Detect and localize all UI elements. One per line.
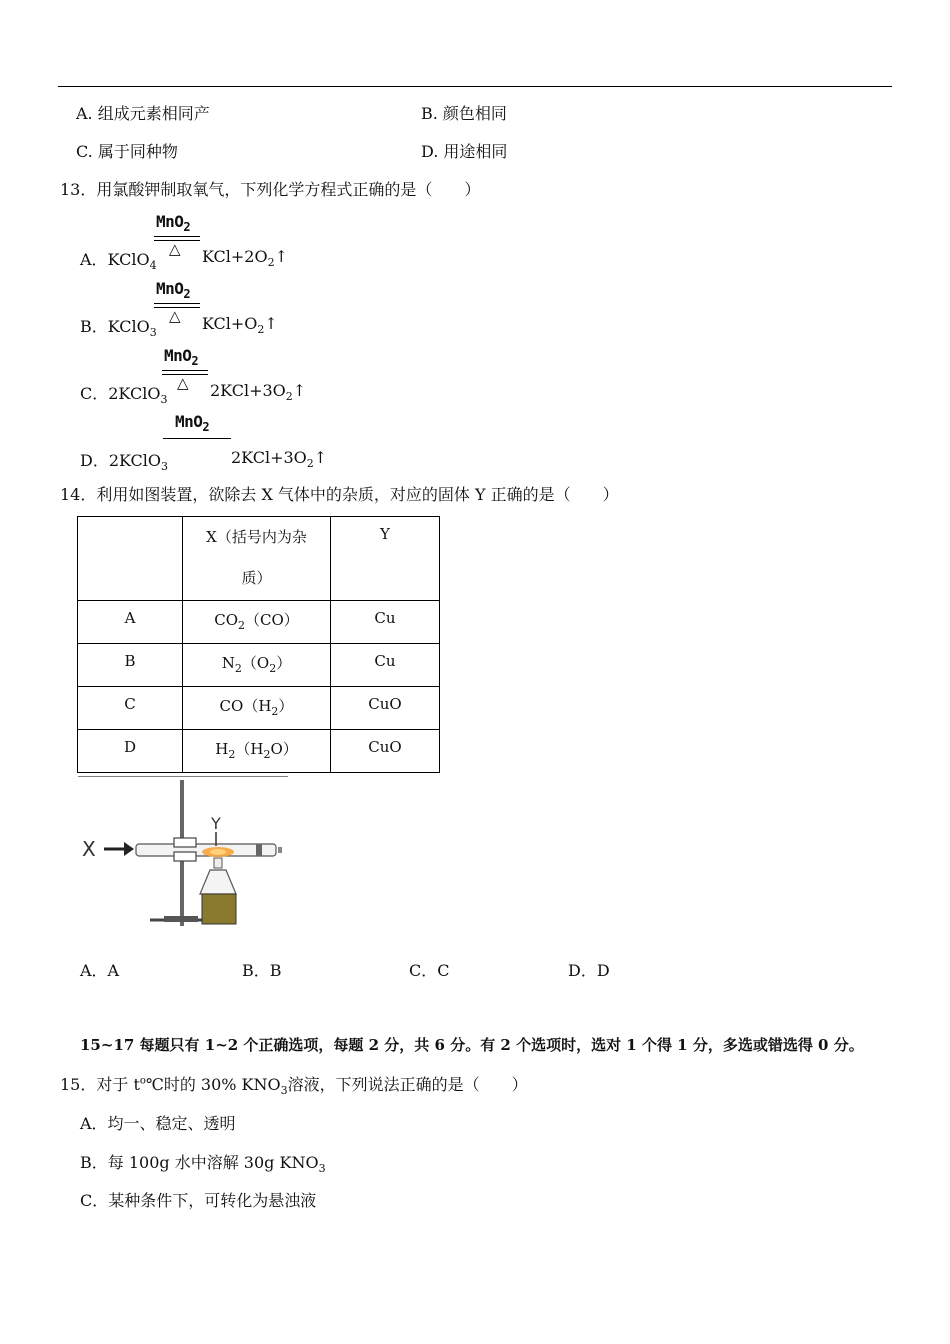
header-rule (58, 86, 892, 87)
row-solid: CuO (331, 730, 440, 773)
q13-option-d: D．2KClO$_3$ (80, 451, 169, 474)
q12-option-d: D. 用途相同 (421, 142, 508, 161)
table-header-row (78, 517, 440, 601)
heat-icon: △ (169, 240, 181, 258)
q13-option-d-product: $2KCl+3O_2↑$ (231, 448, 328, 471)
q14-stem: 14．利用如图装置，欲除去 X 气体中的杂质，对应的固体 Y 正确的是（ ） (60, 485, 619, 504)
q14-option-b: B．B (242, 961, 282, 980)
row-label: C (78, 687, 183, 730)
row-solid: Cu (331, 601, 440, 644)
q14-option-d: D．D (568, 961, 610, 980)
q13-option-b: B．KClO$_3$ (80, 317, 157, 340)
header-cell-empty (78, 517, 183, 601)
section-instructions: 15~17 每题只有 1~2 个正确选项，每题 2 分，共 6 分。有 2 个选项时，选对 1 个得 1 分，多选或错选得 0 分。 (80, 1036, 864, 1054)
q14-table (77, 516, 440, 773)
q13-option-c: C．2KClO$_3$ (80, 384, 168, 407)
q14-option-c: C．C (409, 961, 450, 980)
q15-option-a: A．均一、稳定、透明 (80, 1114, 236, 1133)
q13-option-b-product: $KCl+O_2↑$ (202, 314, 278, 337)
heat-icon: △ (177, 374, 189, 392)
row-label: B (78, 644, 183, 687)
row-label: A (78, 601, 183, 644)
y-solid-label: Y (211, 814, 221, 833)
q13-option-a: A．KClO$_4$ (80, 250, 157, 273)
q12-option-a: A. 组成元素相同产 (76, 104, 210, 123)
row-gas: $CO_2(CO)$ (183, 601, 331, 644)
q12-option-b: B. 颜色相同 (421, 104, 507, 123)
table-row (78, 730, 440, 773)
row-solid: CuO (331, 687, 440, 730)
q13-option-a-product: $KCl+2O_2↑$ (202, 247, 288, 270)
table-row (78, 601, 440, 644)
q15-stem: 15．对于 $t^o℃$时的 30% $KNO_3$溶液，下列说法正确的是（ ） (60, 1075, 528, 1098)
row-label: D (78, 730, 183, 773)
table-row (78, 644, 440, 687)
apparatus-diagram (78, 776, 290, 932)
x-gas-label: X (82, 837, 96, 861)
row-gas: $H_2(H_2O)$ (183, 730, 331, 773)
row-solid: Cu (331, 644, 440, 687)
heat-icon: △ (169, 307, 181, 325)
q13-stem: 13．用氯酸钾制取氧气，下列化学方程式正确的是（ ） (60, 180, 481, 199)
q15-option-c: C．某种条件下，可转化为悬浊液 (80, 1191, 317, 1210)
row-gas: $N_2(O_2)$ (183, 644, 331, 687)
q13-option-c-product: $2KCl+3O_2↑$ (210, 381, 307, 404)
q14-option-a: A．A (80, 961, 120, 980)
q12-option-c: C. 属于同种物 (76, 142, 178, 161)
q15-option-b: B．每 100g 水中溶解 30g $KNO_3$ (80, 1153, 326, 1176)
header-cell-x: X（括号内为杂 质） (183, 517, 331, 601)
header-cell-y: Y (331, 517, 440, 601)
table-row (78, 687, 440, 730)
row-gas: $CO(H_2)$ (183, 687, 331, 730)
